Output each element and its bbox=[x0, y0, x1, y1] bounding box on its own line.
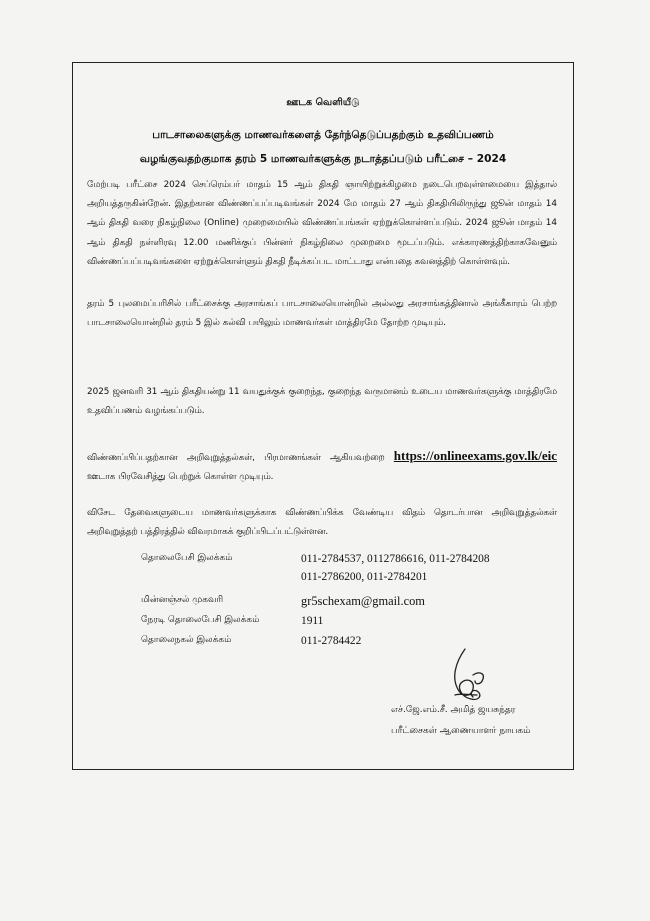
email-address[interactable]: gr5schexam@gmail.com bbox=[301, 594, 425, 608]
paragraph-instructions-text: விண்ணப்பிப்பதற்கான அறிவுறுத்தல்கள், பிரமாணங்கள் ஆகியவற்றை bbox=[87, 453, 394, 463]
contact-label: தொலைநகல் இலக்கம் bbox=[141, 635, 232, 645]
signatory-title: பரீட்சைகள் ஆணையாளர் நாயகம் bbox=[391, 726, 531, 736]
exam-portal-link[interactable]: https://onlineexams.gov.lk/eic bbox=[393, 448, 557, 463]
telephone-numbers-line1: 011-2784537, 0112786616, 011-2784208 bbox=[301, 553, 490, 565]
signatory-name: எச்.ஜே.எம்.சீ. அமித் ஜயசுந்தர bbox=[391, 705, 516, 715]
contact-row-telephone bbox=[141, 553, 561, 583]
press-release-frame bbox=[72, 62, 574, 770]
hotline-number: 1911 bbox=[301, 615, 324, 627]
paragraph-instructions-text-end: ஊடாக பிரவேசித்து பெற்றுக் கொள்ள முடியும். bbox=[87, 472, 274, 483]
paragraph-exam-date: மேற்படி பரீட்சை 2024 செப்ரெம்பர் மாதம் 15 ஆம் திகதி ஞாயிற்றுக்கிழமை நடைபெறவுள்ளமையை இத்தால் அறியத்தருகின்றேன். இதற்கான விண்ணப்பப்படிவங்கள் 2024 மே மாதம் 27 ஆம் திகதியிலிருந்து ஜூன் மாதம் 14 ஆம் திகதி வரை நிகழ்நிலை (Online) முறைமையில் விண்ணப்பங்கள் ஏற்றுக்கொள்ளப்படும். 2024 ஜூன் மாதம் 14 ஆம் திகதி நள்ளிரவு 12.00 மணிக்குப் பின்னர் நிகழ்நிலை முறைமை மூடப்படும். எக்காரணத்திற்காகவேனும் விண்ணப்பப்படிவங்களை ஏற்றுக்கொள்ளும் திகதி நீடிக்கப்பட மாட்டாது என்பதை கவனத்திற் கொள்ளவும். bbox=[87, 180, 557, 267]
fax-number: 011-2784422 bbox=[301, 635, 362, 647]
contact-label: தொலைபேசி இலக்கம் bbox=[141, 553, 233, 563]
paragraph-age-income: 2025 ஜனவரி 31 ஆம் திகதியன்று 11 வயதுக்குக் குறைந்த, குறைந்த வருமானம் உடைய மாணவர்களுக்கு மாத்திரமே உதவிப்பணம் வழங்கப்படும். bbox=[87, 387, 557, 417]
telephone-numbers bbox=[301, 553, 490, 584]
paragraph-eligibility: தரம் 5 புலமைப்பரிசில் பரீட்சைக்கு அரசாங்கப் பாடசாலையொன்றில் அல்லது அரசாங்கத்தினால் அங்கீகாரம் பெற்ற பாடசாலையொன்றில் தரம் 5 இல் கல்வி பயிலும் மாணவர்கள் மாத்திரமே தோற்ற முடியும். bbox=[87, 299, 557, 329]
contact-row-email bbox=[141, 595, 561, 613]
heading-line-2: வழங்குவதற்குமாக தரம் 5 மாணவர்களுக்கு நடாத்தப்படும் பரீட்சை – 2024 bbox=[139, 153, 507, 165]
paragraph-special-needs: விசேட தேவைகளுடைய மாணவர்களுக்காக விண்ணப்பிக்க வேண்டிய விதம் தொடர்பான அறிவுறுத்தல்கள் அறிவுறுத்தற் பத்திரத்தில் விவரமாகக் குறிப்பிடப்பட்டுள்ளன. bbox=[87, 508, 557, 538]
paragraph-instructions bbox=[87, 446, 557, 487]
signature-image bbox=[445, 645, 505, 707]
heading-line-1: பாடசாலைகளுக்கு மாணவர்களைத் தேர்ந்தெடுப்பதற்கும் உதவிப்பணம் bbox=[152, 129, 494, 141]
contact-label: நேரடி தொலைபேசி இலக்கம் bbox=[141, 615, 260, 625]
document-title: ஊடக வெளியீடு bbox=[286, 97, 360, 108]
contact-label: மின்னஞ்சல் முகவரி bbox=[141, 595, 224, 605]
telephone-numbers-line2: 011-2786200, 011-2784201 bbox=[301, 571, 428, 583]
contact-row-hotline bbox=[141, 615, 561, 633]
